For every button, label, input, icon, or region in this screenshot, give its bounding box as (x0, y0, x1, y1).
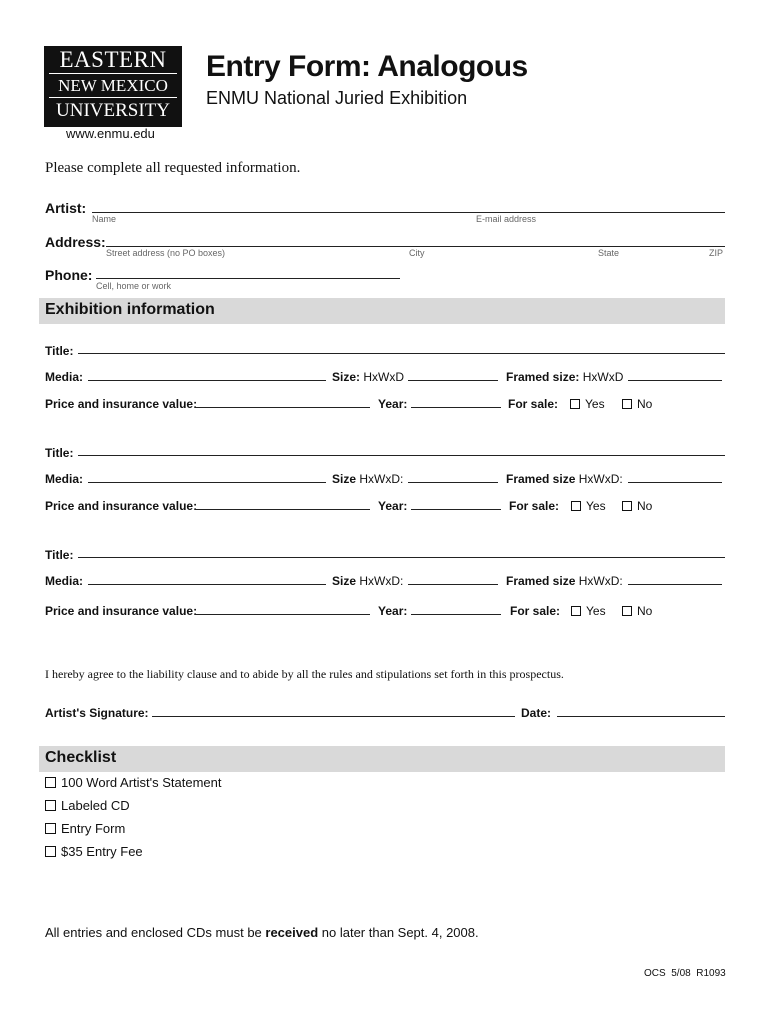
name-caption: Name (92, 214, 117, 224)
entry-1-no-checkbox[interactable]: No (622, 397, 652, 411)
exhibition-section-header (39, 298, 725, 324)
entry-2-media-label: Media: (45, 472, 84, 486)
checkbox-icon (45, 823, 56, 834)
checklist-section-header (39, 746, 725, 772)
page-subtitle: ENMU National Juried Exhibition (206, 88, 468, 108)
phone-caption: Cell, home or work (96, 281, 172, 291)
checkbox-icon (45, 777, 56, 788)
phone-field[interactable] (96, 278, 400, 279)
entry-1-size-field[interactable] (408, 380, 498, 381)
intro-text: Please complete all requested information. (45, 160, 301, 176)
signature-label: Artist's Signature: (45, 706, 149, 720)
entry-1-framed-field[interactable] (628, 380, 722, 381)
entry-3-price-field[interactable] (196, 614, 370, 615)
logo-line-1: EASTERN (59, 47, 167, 72)
checklist-item[interactable]: 100 Word Artist's Statement (45, 775, 221, 790)
entry-3-sale-label: For sale: (510, 604, 561, 618)
city-caption: City (409, 248, 425, 258)
entry-1-media-label: Media: (45, 370, 84, 384)
entry-3-no-checkbox[interactable]: No (622, 604, 652, 618)
entry-2-no-checkbox[interactable]: No (622, 499, 652, 513)
entry-2-yes-checkbox[interactable]: Yes (571, 499, 606, 513)
entry-1-price-label: Price and insurance value: (45, 397, 198, 411)
entry-2-title-field[interactable] (78, 455, 725, 456)
date-field[interactable] (557, 716, 725, 717)
checklist-item[interactable]: Entry Form (45, 821, 125, 836)
artist-field[interactable] (92, 212, 725, 213)
entry-3-title-field[interactable] (78, 557, 725, 558)
entry-1-year-label: Year: (378, 397, 408, 411)
entry-1-sale-label: For sale: (508, 397, 559, 411)
form-code: OCS 5/08 R1093 (644, 968, 726, 979)
university-logo (44, 46, 182, 127)
agreement-text: I hereby agree to the liability clause and to abide by all the rules and stipulations set forth in this prospectus. (45, 667, 564, 681)
checkbox-icon (45, 800, 56, 811)
checkbox-icon (570, 399, 580, 409)
checkbox-icon (571, 606, 581, 616)
entry-1-size-label: Size: HxWxD (332, 370, 405, 384)
entry-3-size-label: Size HxWxD: (332, 574, 404, 588)
checkbox-icon (622, 606, 632, 616)
checkbox-icon (571, 501, 581, 511)
exhibition-heading: Exhibition information (45, 301, 215, 318)
entry-3-title-label: Title: (45, 548, 74, 562)
entry-2-size-label: Size HxWxD: (332, 472, 404, 486)
entry-1-year-field[interactable] (411, 407, 501, 408)
phone-label: Phone: (45, 267, 93, 283)
entry-2-price-field[interactable] (196, 509, 370, 510)
entry-2-framed-field[interactable] (628, 482, 722, 483)
checklist-item[interactable]: $35 Entry Fee (45, 844, 143, 859)
checklist-heading: Checklist (45, 749, 117, 766)
zip-caption: ZIP (709, 248, 724, 258)
entry-1-title-field[interactable] (78, 353, 725, 354)
address-label: Address: (45, 234, 106, 250)
entry-2-title-label: Title: (45, 446, 74, 460)
page-title: Entry Form: Analogous (206, 50, 528, 83)
entry-1-yes-checkbox[interactable]: Yes (570, 397, 605, 411)
entry-3-year-label: Year: (378, 604, 408, 618)
entry-1-price-field[interactable] (196, 407, 370, 408)
deadline-note: All entries and enclosed CDs must be received no later than Sept. 4, 2008. (45, 925, 479, 940)
signature-field[interactable] (152, 716, 515, 717)
email-caption: E-mail address (476, 214, 537, 224)
address-field[interactable] (106, 246, 725, 247)
date-label: Date: (521, 706, 552, 720)
entry-2-price-label: Price and insurance value: (45, 499, 198, 513)
entry-2-sale-label: For sale: (509, 499, 560, 513)
entry-2-year-label: Year: (378, 499, 408, 513)
entry-3-price-label: Price and insurance value: (45, 604, 198, 618)
checkbox-icon (622, 501, 632, 511)
entry-2-year-field[interactable] (411, 509, 501, 510)
checkbox-icon (45, 846, 56, 857)
checkbox-icon (622, 399, 632, 409)
entry-3-framed-label: Framed size HxWxD: (506, 574, 623, 588)
entry-2-media-field[interactable] (88, 482, 326, 483)
logo-line-2: NEW MEXICO (58, 76, 168, 95)
checklist-item[interactable]: Labeled CD (45, 798, 130, 813)
entry-3-media-label: Media: (45, 574, 84, 588)
entry-1-title-label: Title: (45, 344, 74, 358)
entry-2-size-field[interactable] (408, 482, 498, 483)
entry-3-yes-checkbox[interactable]: Yes (571, 604, 606, 618)
street-caption: Street address (no PO boxes) (106, 248, 226, 258)
artist-label: Artist: (45, 200, 87, 216)
state-caption: State (598, 248, 620, 258)
entry-3-size-field[interactable] (408, 584, 498, 585)
entry-3-year-field[interactable] (411, 614, 501, 615)
entry-2-framed-label: Framed size HxWxD: (506, 472, 623, 486)
entry-1-framed-label: Framed size: HxWxD (506, 370, 624, 384)
logo-line-3: UNIVERSITY (56, 100, 170, 121)
entry-3-media-field[interactable] (88, 584, 326, 585)
entry-3-framed-field[interactable] (628, 584, 722, 585)
entry-1-media-field[interactable] (88, 380, 326, 381)
website-url: www.enmu.edu (66, 126, 155, 141)
